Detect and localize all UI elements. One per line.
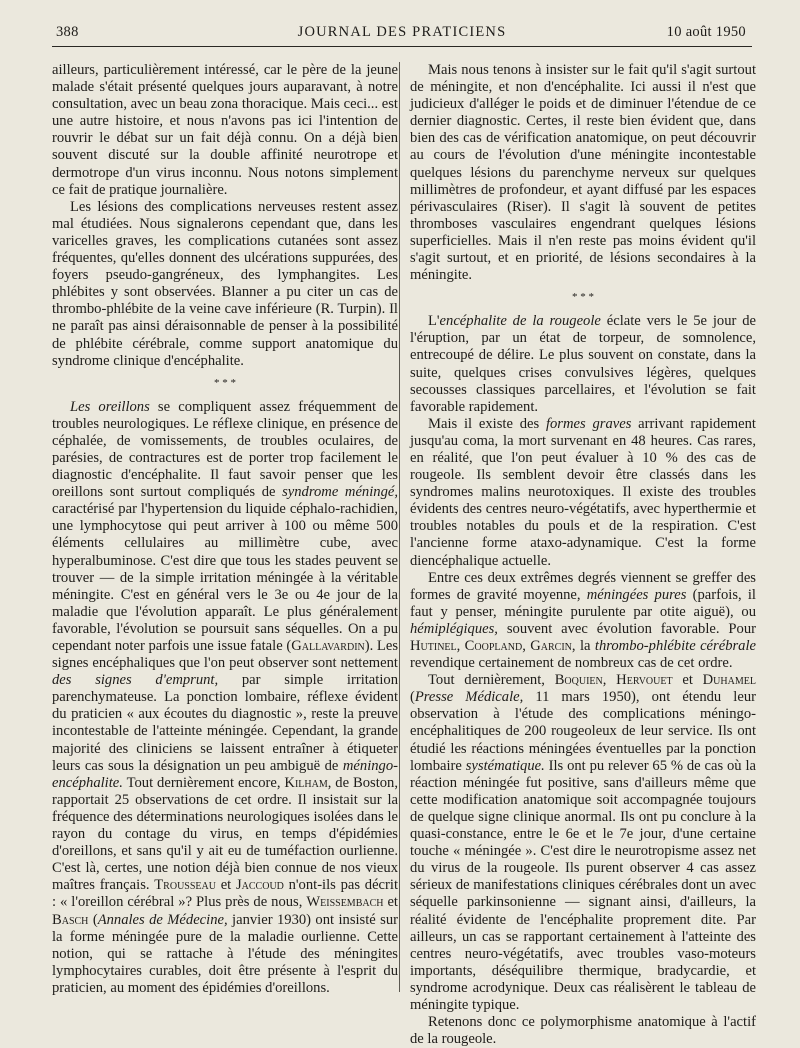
issue-date: 10 août 1950 — [666, 24, 746, 40]
paragraph: Les lésions des complications nerveuses restent assez mal étudiées. Nous signalerons cependant que, dans les varicelles graves, les complications cutanées sont assez fréquentes, qu'elles donnent des ulcérations suppurées, des foyers pseudo-gangréneux, des lymphangites. Les phlébites y sont observées. Blanner a pu citer un cas de thrombo-phlébite de la veine cave inférieure (R. Turpin). Il ne paraît pas ainsi déraisonnable de penser à la possibilité de phlébite cérébrale, comme support anatomique du syndrome clinique d'encéphalite. — [52, 198, 398, 369]
paragraph-mumps: Les oreillons se compliquent assez fréquemment de troubles neurologiques. Le réflexe clinique, en présence de céphalée, de vomissements, de troubles oculaires, de parésies, de contractures est de porter trop facilement le diagnostic d'encéphalite. Il faut savoir penser que les oreillons sont surtout compliqués de syndrome méningé, caractérisé par l'hypertension du liquide céphalo-rachidien, une lymphocytose qui peut arriver à 100 ou même 500 éléments cellulaires au millimètre cube, avec hyperalbuminose. C'est dire que tous les stades peuvent se trouver — de la simple irritation méningée à la véritable méningite. C'est en général vers le 3e ou 4e jour de la maladie que l'évolution apparaît. Le plus généralement favorable, l'évolution se poursuit sans séquelles. On a pu cependant noter parfois une issue fatale (Gallavardin). Les signes encéphaliques que l'on peut observer sont nettement des signes d'emprunt, par simple irritation parenchymateuse. La ponction lombaire, réflexe évident du praticien « aux écoutes du diagnostic », reste la preuve incontestable de l'atteinte méningée. Cependant, la grande majorité des cliniciens se laissent entraîner à étiqueter leurs cas sous la désignation un peu ambiguë de méningo-encéphalite. Tout dernièrement encore, Kilham, de Boston, rapportait 25 observations de cet ordre. Il insistait sur la fréquence des déterminations neurologiques isolées dans le rayon du contage du virus, en temps d'épidémies d'oreillons, et sans qu'il y ait eu de tuméfaction ourlienne. C'est là, certes, une notion déjà bien connue de nos vieux maîtres français. Trousseau et Jaccoud n'ont-ils pas décrit : « l'oreillon cérébral »? Plus près de nous, Weissembach et Basch (Annales de Médecine, janvier 1930) ont insisté sur la forme méningée pure de la maladie ourlienne. Cette notion, qui se rattache à l'étude des méningites lymphocytaires curables, doit être présente à l'esprit du praticien, au moment des épidémies d'oreillons. — [52, 398, 399, 996]
paragraph-measles: L'encéphalite de la rougeole éclate vers le 5e jour de l'éruption, par un état de torpeur, de somnolence, entrecoupé de délire. Le plus souvent on constate, dans la suite, quelques crises convulsives légères, quelques secousses classiques parcellaires, et l'évolution se fait favorable rapidement. — [410, 313, 756, 415]
page-number: 388 — [56, 24, 79, 40]
paragraph: ailleurs, particulièrement intéressé, car le père de la jeune malade s'était présenté quelques jours auparavant, à notre consultation, avec un beau zona thoracique. Mais ceci... est une autre histoire, et nous n'avons pas ici l'intention de rouvrir le débat sur un fait déjà connu. On a déjà bien souvent discuté sur la double affinité neurotrope et dermotrope d'un virus inconnu. Nous notons simplement ce fait de pratique journalière. — [52, 62, 398, 198]
right-column — [410, 62, 756, 1048]
paragraph: Entre ces deux extrêmes degrés viennent se greffer des formes de gravité moyenne, méningées pures (parfois, il faut y penser, méningite purulente par otite aiguë), ou hémiplégiques, souvent avec évolution favorable. Pour Hutinel, Coopland, Garcin, la thrombo-phlébite cérébrale revendique certainement de nombreux cas de cet ordre. — [410, 569, 756, 672]
journal-title: JOURNAL DES PRATICIENS — [297, 24, 507, 40]
left-column — [52, 62, 398, 997]
column-divider — [399, 62, 400, 992]
paragraph: Retenons donc ce polymorphisme anatomique à l'actif de la rougeole. — [410, 1014, 756, 1048]
paragraph: Mais il existe des formes graves arrivant rapidement jusqu'au coma, la mort survenant en 48 heures. Cas rares, en réalité, que l'on peut évaluer à 10 % des cas de rougeole. Ils semblent devoir être classés dans les syndromes malins neurotoxiques. Il existe des troubles évidents des centres neuro-végétatifs, avec hyperthermie et troubles notables du pouls et de la respiration. C'est l'ancienne forme ataxo-adynamique. C'est la forme diencéphalique actuelle. — [410, 415, 756, 569]
header-rule — [52, 46, 752, 47]
paragraph: Mais nous tenons à insister sur le fait qu'il s'agit surtout de méningite, et non d'encéphalite. Ici aussi il n'est que judicieux d'alléger le poids et de diminuer l'étendue de ce dernier diagnostic. Certes, il reste bien évident que, dans bien des cas de vérification anatomique, on peut découvrir au cours de l'évolution d'une méningite incontestable quelques lésions du parenchyme nerveux sur quelques millimètres de profondeur, et ayant diffusé par les espaces périvasculaires (Riser). Il s'agit là souvent de petites thromboses vasculaires engendrant quelques lésions superficielles. Mais il n'en reste pas moins évident qu'il s'agit surtout, et en priorité, de lésions secondaires à la méningite. — [410, 62, 756, 284]
section-separator: * * * — [214, 376, 236, 389]
section-separator: * * * — [572, 291, 594, 304]
paragraph: Tout dernièrement, Boquien, Hervouet et Duhamel (Presse Médicale, 11 mars 1950), ont étendu leur observation à l'étude des complications méningo-encéphalitiques de 200 rougeoleux de leur service. Ils ont étudié les réactions méningées éventuelles par la ponction lombaire systématique. Ils ont pu relever 65 % de cas où la réaction méningée fut positive, sans d'ailleurs même que cette modification anatomique soit accompagnée toujours de quelque signe clinique anormal. Ils ont pu conclure à la quasi-constance, entre le 6e et le 7e jour, d'une certaine touche « méningée ». C'est dire le neurotropisme assez net du virus de la rougeole. Ils purent observer 4 cas assez sérieux de manifestations cliniques cérébrales dont un avec séquelle parkinsonienne — signant ainsi, d'ailleurs, la réalité évidente de l'encéphalite proprement dite. Par ailleurs, un cas se rapportant certainement à l'atteinte des centres neuro-végétatifs, avec troubles vaso-moteurs importants, déséquilibre thermique, bradycardie, et syndrome acrodynique. Deux cas réalisèrent le tableau de méningite typique. — [410, 672, 756, 1013]
running-header — [52, 20, 752, 46]
